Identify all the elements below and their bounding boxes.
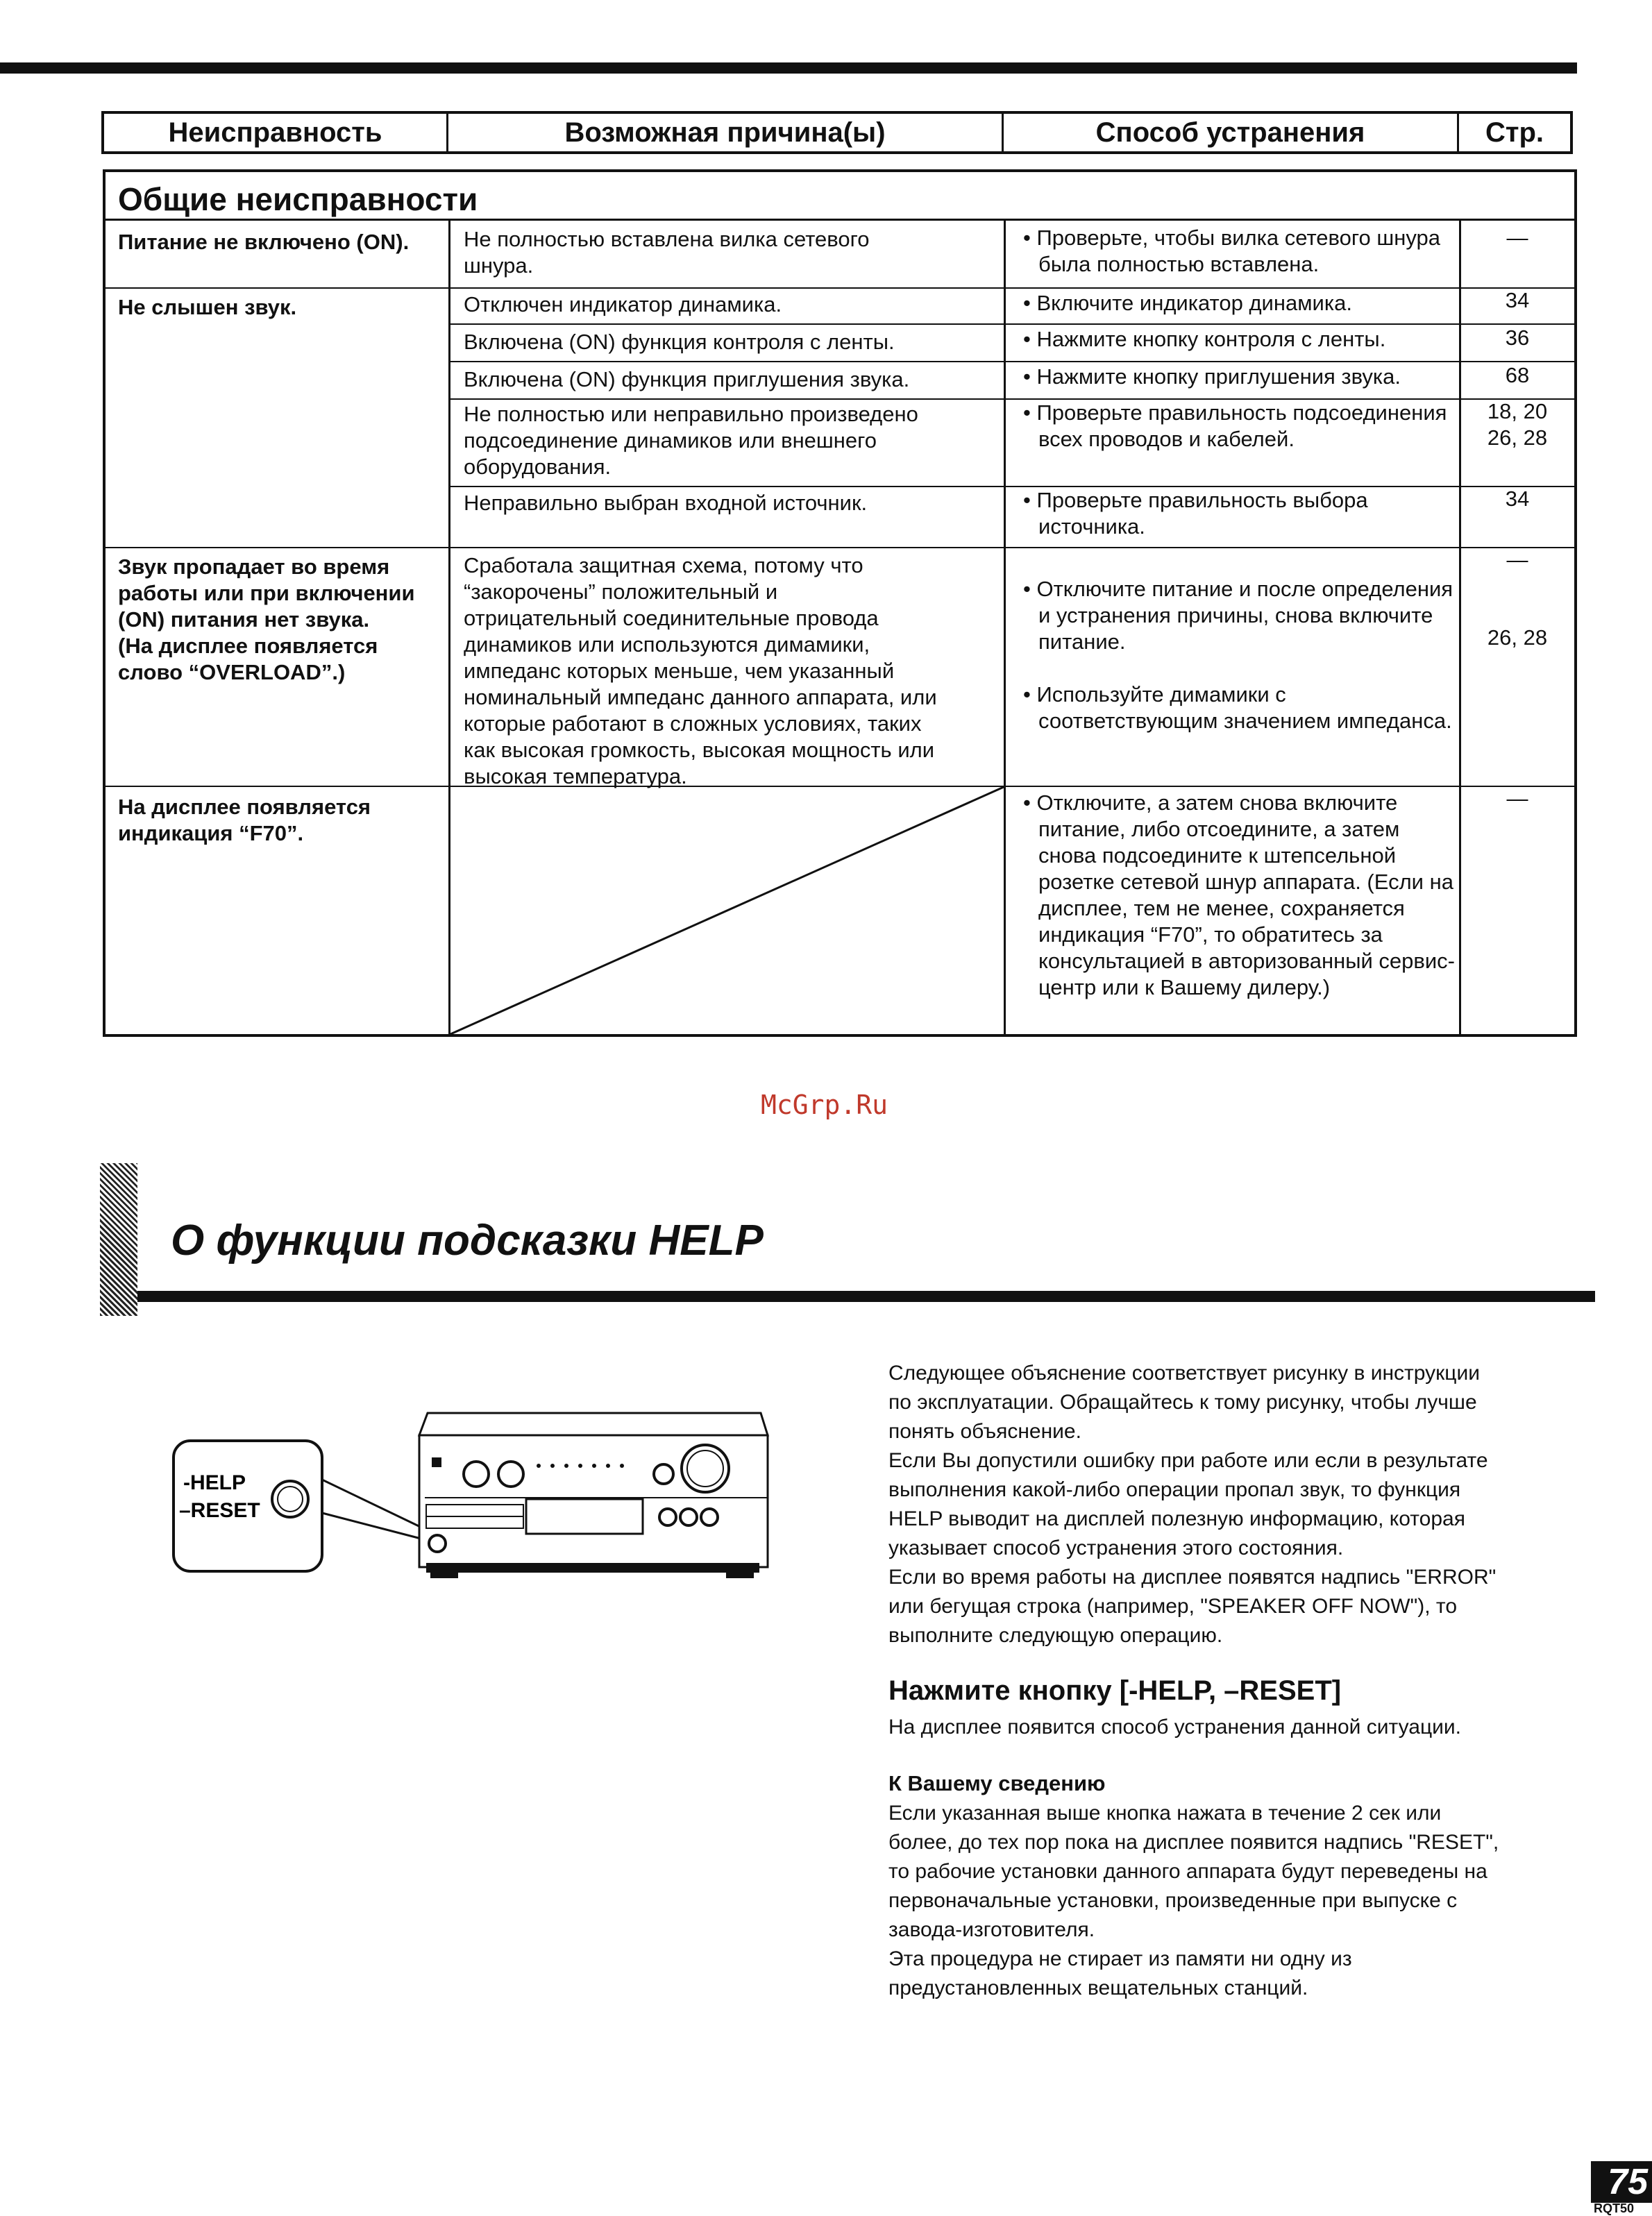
cause-muting: Включена (ON) функция приглушения звука. [464, 367, 910, 391]
col-divider [1459, 221, 1461, 1034]
col-divider [1004, 221, 1006, 1034]
reset-label: –RESET [179, 1499, 260, 1522]
table-header [101, 111, 1573, 154]
symptom-power: Питание не включено (ON). [118, 230, 410, 254]
section-marker [100, 1163, 137, 1316]
text-line: то рабочие установки данного аппарата будут переведены на [888, 1860, 1487, 1883]
symptom-overload: Звук пропадает во время работы или при включении (ON) питания нет звука. (На дисплее появляется слово “OVERLOAD”.) [118, 555, 415, 684]
cause-input-source: Неправильно выбран входной источник. [464, 491, 868, 515]
document-code: RQT50 [1594, 2201, 1635, 2215]
fix-protection: • Отключите питание и после определения и устранения причины, снова включите питание. • Используйте димамики с соответствующим значением импеданса. [1023, 577, 1453, 733]
page-ref: 68 [1505, 363, 1530, 387]
help-label: -HELP [183, 1471, 246, 1494]
volume-knob-icon [682, 1445, 729, 1492]
row-divider [448, 361, 1574, 362]
text-line: Если Вы допустили ошибку при работе или если в результате [888, 1449, 1488, 1472]
page-ref: 18, 20 26, 28 [1487, 399, 1548, 450]
cause-speaker-indicator: Отключен индикатор динамика. [464, 292, 782, 316]
page-ref: 26, 28 [1487, 625, 1548, 650]
fix-item: • Проверьте, чтобы вилка сетевого шнура была полностью вставлена. [1023, 226, 1441, 276]
text-line: более, до тех пор пока на дисплее появится надпись "RESET", [888, 1831, 1499, 1854]
text-line: выполните следующую операцию. [888, 1624, 1223, 1647]
step-text: На дисплее появится способ устранения данной ситуации. [888, 1716, 1461, 1739]
symptom-no-sound: Не слышен звук. [118, 295, 297, 319]
row-divider [106, 547, 1574, 548]
fix-tape-monitor: • Нажмите кнопку контроля с ленты. [1023, 327, 1386, 351]
text-line: завода-изготовителя. [888, 1918, 1095, 1941]
symptom-f70: На дисплее появляется индикация “F70”. [118, 795, 371, 845]
row-divider [106, 287, 1574, 289]
page-ref: 36 [1505, 325, 1530, 350]
cause-plug: Не полностью вставлена вилка сетевого шнура. [464, 227, 870, 278]
page-number: 75 [1591, 2161, 1652, 2203]
page-ref: 34 [1505, 487, 1530, 511]
page-ref: — [1506, 786, 1528, 811]
text-line: Эта процедура не стирает из памяти ни одну из [888, 1947, 1352, 1970]
fix-speaker-indicator: • Включите индикатор динамика. [1023, 291, 1352, 315]
text-line: указывает способ устранения этого состояния. [888, 1537, 1344, 1559]
fix-input-source: • Проверьте правильность выбора источника. [1023, 488, 1368, 539]
top-rule [0, 62, 1577, 74]
step-title: Нажмите кнопку [-HELP, –RESET] [888, 1675, 1342, 1706]
fix-connection: • Проверьте правильность подсоединения всех проводов и кабелей. [1023, 400, 1447, 451]
page-ref: — [1506, 548, 1528, 572]
text-line: Если во время работы на дисплее появятся надпись "ERROR" [888, 1566, 1497, 1589]
note-title: К Вашему сведению [888, 1771, 1106, 1795]
fix-f70: • Отключите, а затем снова включите питание, либо отсоедините, а затем снова подсоедините к штепсельной розетке сетевой шнур аппарата. (Если на дисплее, тем не менее, сохраняется индикация “F70”, то обратитесь за консультацией в авторизованный сервис-центр или к Вашему дилеру.) [1023, 790, 1456, 999]
section-heading: О функции подсказки HELP [171, 1217, 764, 1265]
cause-tape-monitor: Включена (ON) функция контроля с ленты. [464, 330, 895, 354]
text-line: первоначальные установки, произведенные при выпуске с [888, 1889, 1458, 1912]
page-ref: — [1506, 226, 1528, 250]
text-line: HELP выводит на дисплей полезную информацию, которая [888, 1507, 1465, 1530]
text-line: предустановленных вещательных станций. [888, 1977, 1308, 1999]
text-line: выполнения какой-либо операции пропал звук, то функция [888, 1478, 1461, 1501]
knob-icon [498, 1462, 523, 1487]
fix-plug [1018, 225, 1455, 278]
text-line: по эксплуатации. Обращайтесь к тому рисунку, чтобы лучше [888, 1391, 1477, 1414]
section-title: Общие неисправности [106, 172, 1574, 221]
cause-connection: Не полностью или неправильно произведено подсоединение динамиков или внешнего оборудования. [464, 402, 918, 479]
text-line: или бегущая строка (например, "SPEAKER OFF NOW"), то [888, 1595, 1458, 1618]
cause-protection: Сработала защитная схема, потому что “закорочены” положительный и отрицательный соединительные провода динамиков или используются димамики, импеданс которых меньше, чем указанный номинальный импеданс данного аппарата, или которые работают в сложных условиях, таких как высокая громкость, высокая мощность или высокая температура. [464, 553, 937, 788]
row-divider [448, 323, 1574, 325]
fix-muting: • Нажмите кнопку приглушения звука. [1023, 364, 1401, 389]
help-intro [888, 1359, 1590, 1650]
receiver-illustration [171, 1402, 782, 1582]
watermark: McGrp.Ru [761, 1090, 888, 1120]
header-symptom: Неисправность [104, 114, 448, 151]
header-cause: Возможная причина(ы) [448, 114, 1004, 151]
troubleshooting-table [103, 169, 1577, 1037]
note-text [888, 1799, 1590, 2003]
header-page: Стр. [1485, 117, 1544, 148]
section-rule [137, 1291, 1595, 1302]
header-fix: Способ устранения [1004, 114, 1459, 151]
text-line: Следующее объяснение соответствует рисунку в инструкции [888, 1362, 1480, 1385]
text-line: понять объяснение. [888, 1420, 1081, 1443]
page-ref: 34 [1505, 288, 1530, 312]
display-icon [526, 1499, 643, 1534]
empty-cause-diagonal [450, 787, 1004, 1035]
receiver-top [419, 1413, 768, 1435]
knob-icon [464, 1462, 489, 1487]
text-line: Если указанная выше кнопка нажата в течение 2 сек или [888, 1802, 1442, 1825]
